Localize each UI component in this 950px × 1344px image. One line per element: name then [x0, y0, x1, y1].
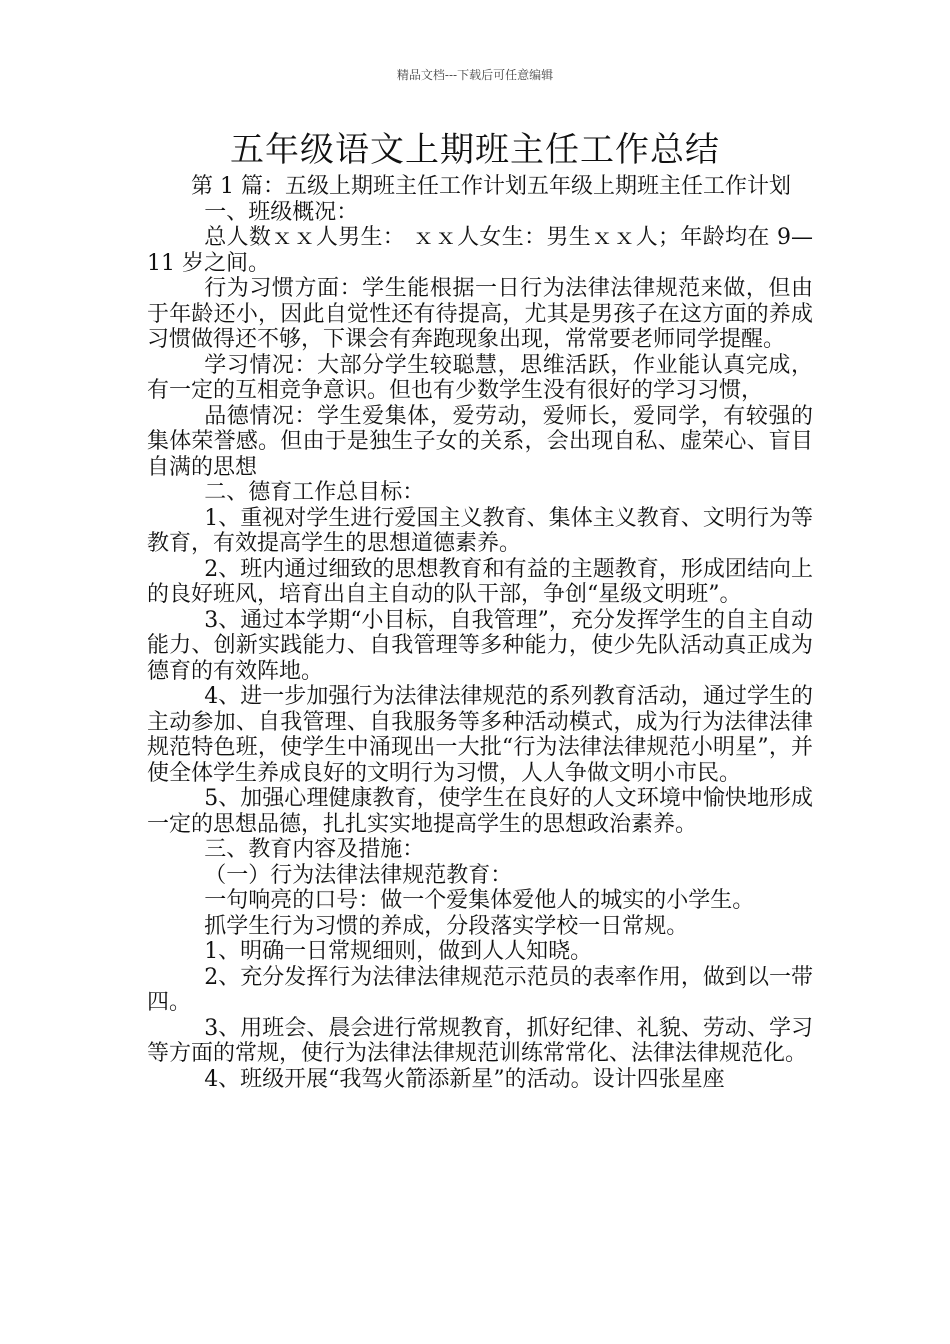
list-item: 4、班级开展“我驾火箭添新星”的活动。设计四张星座	[204, 1066, 725, 1092]
list-item: 2、充分发挥行为法律法律规范示范员的表率作用，做到以一带四。	[147, 964, 813, 1015]
list-item: 3、用班会、晨会进行常规教育，抓好纪律、礼貌、劳动、学习等方面的常规，使行为法律法律规范训练常常化、法律法律规范化。	[147, 1015, 813, 1066]
paragraph: 第 1 篇：五级上期班主任工作计划五年级上期班主任工作计划	[191, 174, 791, 199]
paragraph: 总人数ｘｘ人男生： ｘｘ人女生：男生ｘｘ人；年龄均在 9—11 岁之间。	[147, 225, 813, 276]
paragraph: 学习情况：大部分学生较聪慧，思维活跃，作业能认真完成，有一定的互相竞争意识。但也有少数学生没有很好的学习习惯，	[147, 352, 813, 403]
list-item: 5、加强心理健康教育，使学生在良好的人文环境中愉快地形成一定的思想品德，扎扎实实地提高学生的思想政治素养。	[147, 786, 813, 837]
list-item: 4、进一步加强行为法律法律规范的系列教育活动，通过学生的主动参加、自我管理、自我服务等多种活动模式，成为行为法律法律规范特色班，使学生中涌现出一大批“行为法律法律规范小明星”，并使全体学生养成良好的文明行为习惯，人人争做文明小市民。	[147, 684, 813, 786]
list-item: 1、重视对学生进行爱国主义教育、集体主义教育、文明行为等教育，有效提高学生的思想道德素养。	[147, 505, 813, 556]
document-body	[147, 174, 813, 1092]
paragraph: 品德情况：学生爱集体，爱劳动，爱师长，爱同学，有较强的集体荣誉感。但由于是独生子女的关系，会出现自私、虚荣心、盲目自满的思想	[147, 403, 813, 480]
list-item: 2、班内通过细致的思想教育和有益的主题教育，形成团结向上的良好班风，培育出自主自动的队干部，争创“星级文明班”。	[147, 556, 813, 607]
section-heading: 一、班级概况：	[204, 199, 359, 225]
list-item: 1、明确一日常规细则，做到人人知晓。	[204, 939, 593, 964]
sub-heading: （一）行为法律法律规范教育：	[204, 862, 513, 888]
page-header: 精品文档---下载后可任意编辑	[396, 68, 554, 82]
paragraph: 抓学生行为习惯的养成，分段落实学校一日常规。	[204, 913, 689, 939]
list-item: 3、通过本学期“小目标，自我管理”，充分发挥学生的自主自动能力、创新实践能力、自我管理等多种能力，使少先队活动真正成为德育的有效阵地。	[147, 607, 813, 684]
paragraph: 行为习惯方面：学生能根据一日行为法律法律规范来做，但由于年龄还小，因此自觉性还有待提高，尤其是男孩子在这方面的养成习惯做得还不够，下课会有奔跑现象出现，常常要老师同学提醒。	[147, 276, 813, 352]
section-heading: 二、德育工作总目标：	[204, 480, 425, 505]
document-title: 五年级语文上期班主任工作总结	[230, 130, 720, 170]
paragraph: 一句响亮的口号：做一个爱集体爱他人的城实的小学生。	[204, 888, 755, 913]
section-heading: 三、教育内容及措施：	[204, 837, 425, 862]
